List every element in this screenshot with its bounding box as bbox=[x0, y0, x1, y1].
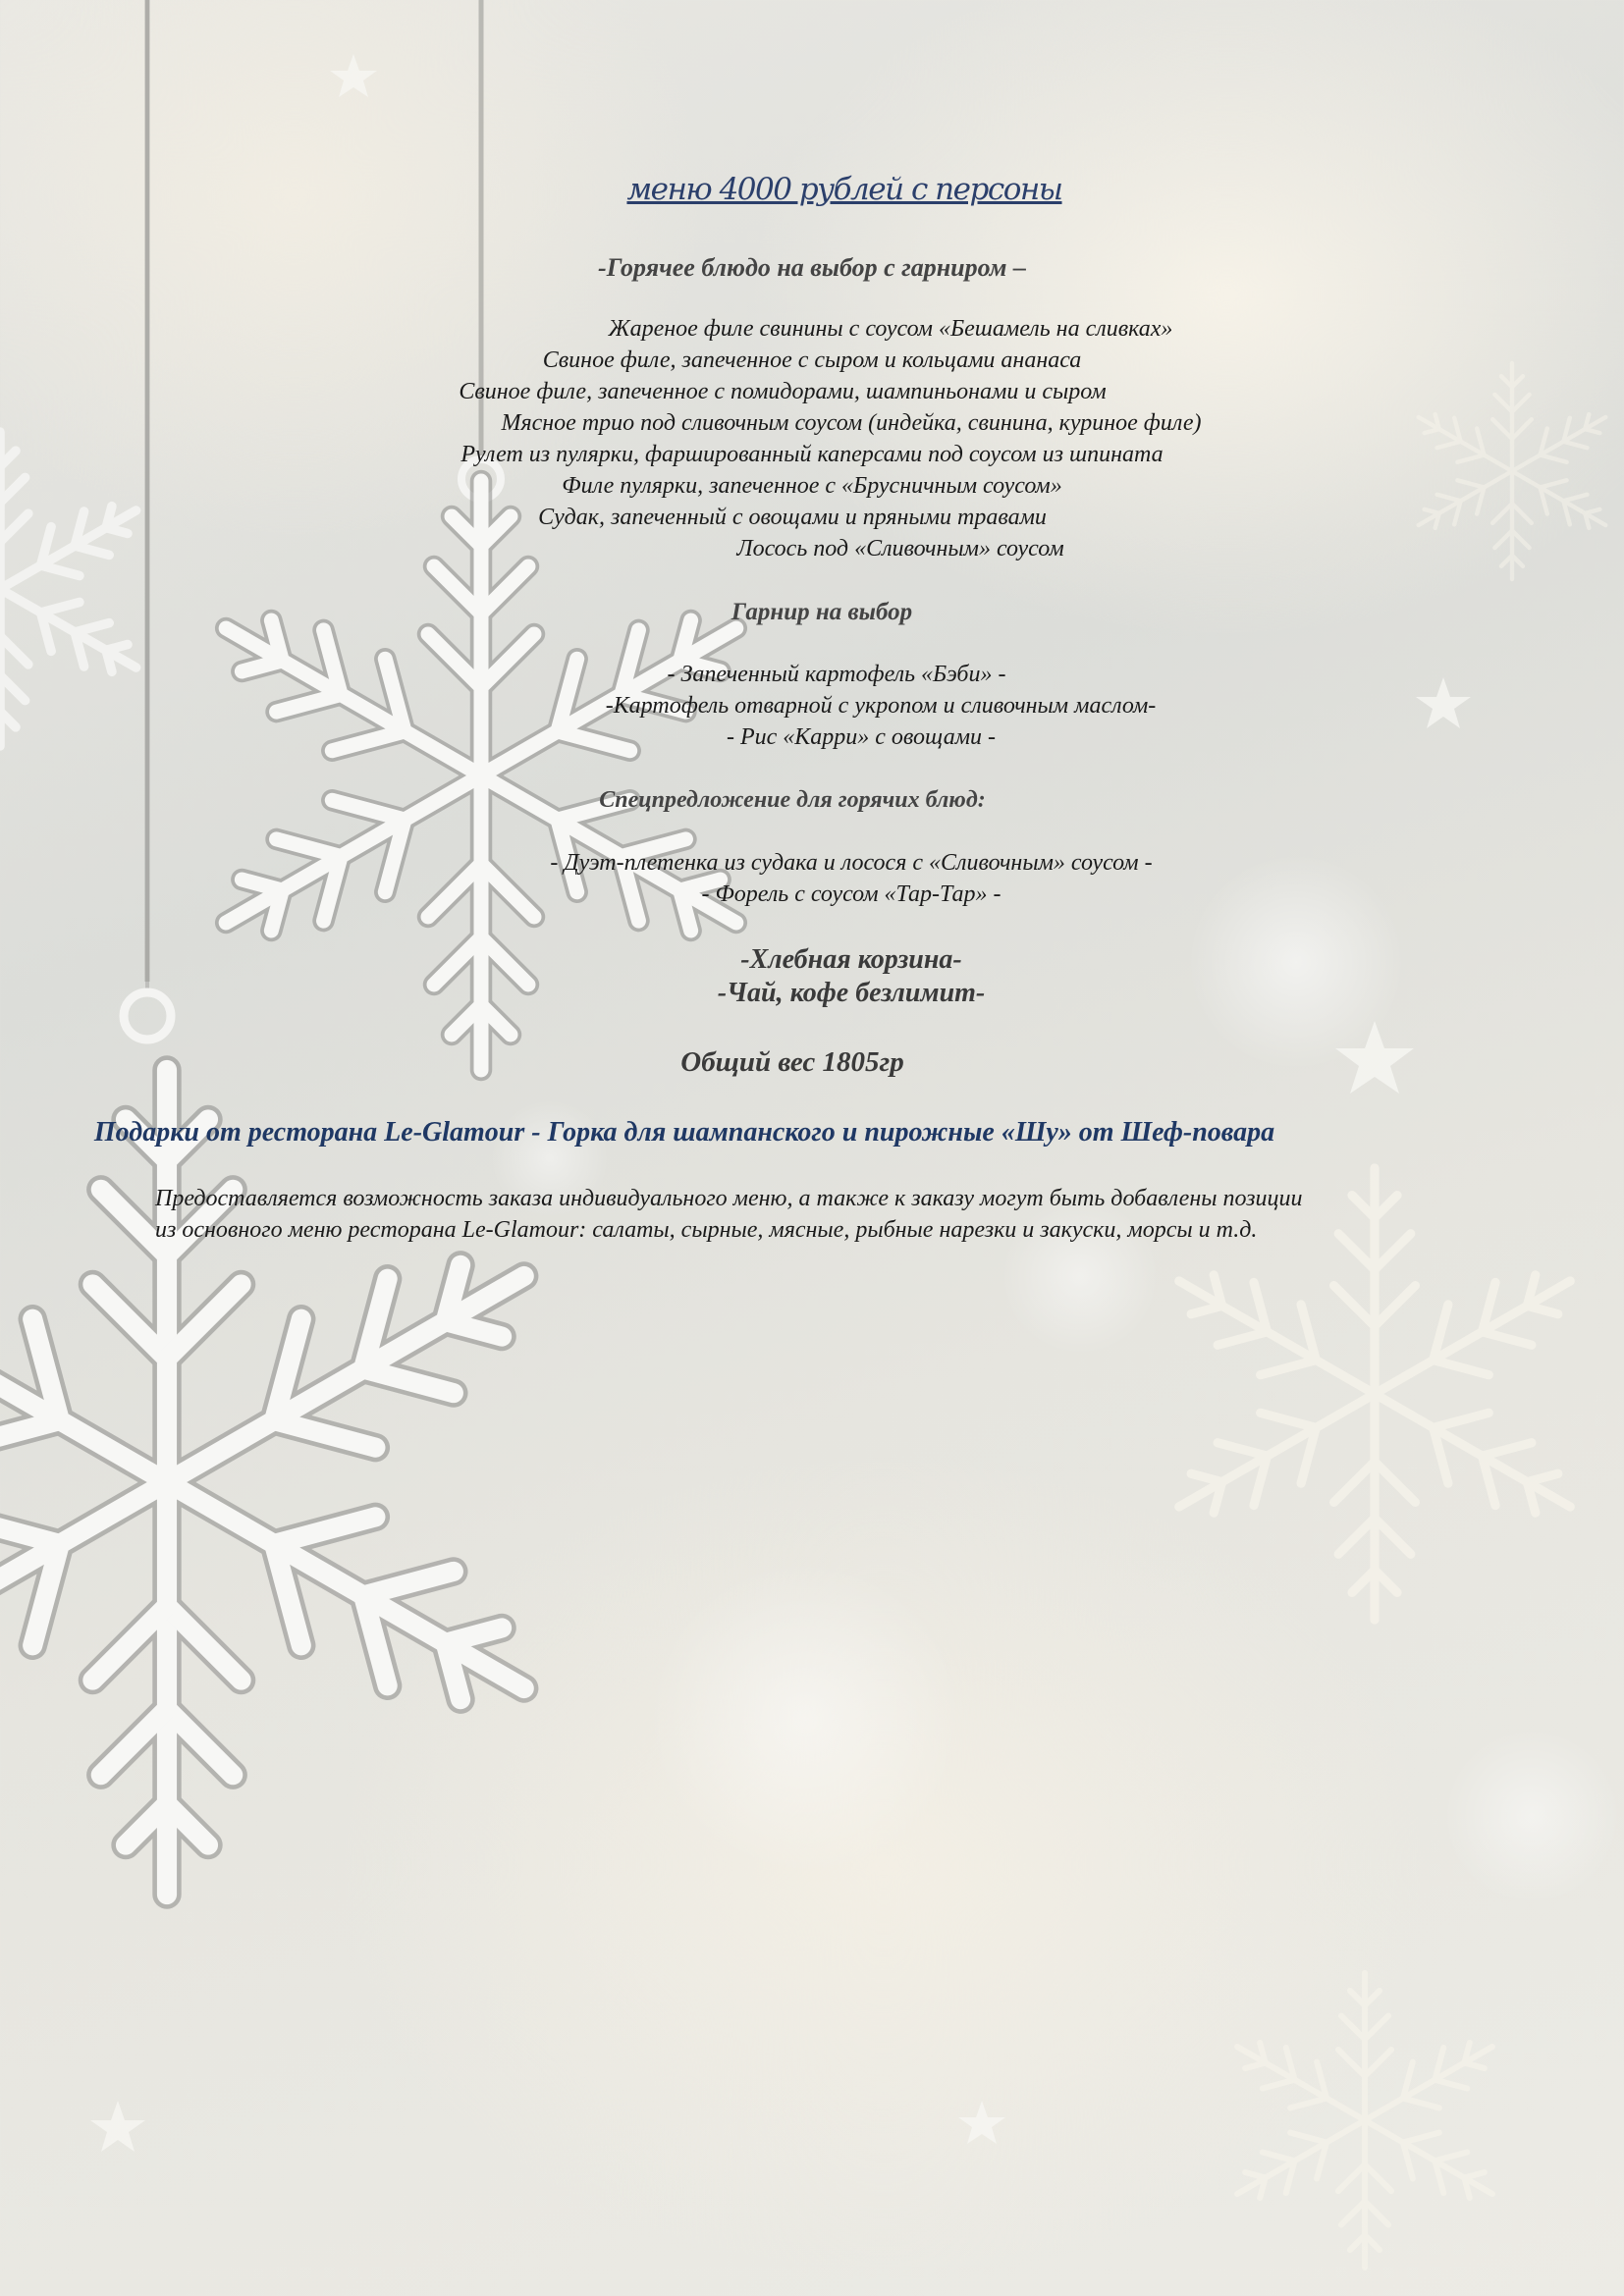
individual-menu-note bbox=[155, 1183, 1530, 1246]
bread-basket: -Хлебная корзина- bbox=[740, 944, 962, 975]
special-offer-item: - Форель с соусом «Тар-Тар» - bbox=[701, 881, 1001, 907]
hot-dish-item: Мясное трио под сливочным соусом (индейка, свинина, куриное филе) bbox=[501, 410, 1202, 436]
note-line: из основного меню ресторана Le-Glamour: салаты, сырные, мясные, рыбные нарезки и закуски, морсы и т.д. bbox=[155, 1217, 1258, 1243]
restaurant-gifts: Подарки от ресторана Le-Glamour - Горка для шампанского и пирожные «Шу» от Шеф-повара bbox=[93, 1117, 1275, 1148]
hot-dish-item: Судак, запеченный с овощами и пряными травами bbox=[538, 505, 1047, 530]
note-line: Предоставляется возможность заказа индивидуального меню, а также к заказу могут быть добавлены позиции bbox=[155, 1186, 1303, 1211]
hot-dish-item: Лосось под «Сливочным» соусом bbox=[736, 536, 1064, 561]
garnish-item: -Картофель отварной с укропом и сливочным маслом- bbox=[605, 693, 1157, 719]
special-offer-item: - Дуэт-плетенка из судака и лосося с «Сливочным» соусом - bbox=[550, 850, 1153, 876]
tea-coffee: -Чай, кофе безлимит- bbox=[717, 978, 986, 1008]
total-weight: Общий вес 1805гр bbox=[680, 1046, 904, 1078]
hot-dish-item: Свиное филе, запеченное с помидорами, шампиньонами и сыром bbox=[459, 379, 1107, 404]
garnish-heading: Гарнир на выбор bbox=[731, 599, 913, 625]
hot-dish-heading: -Горячее блюдо на выбор с гарниром – bbox=[598, 253, 1026, 282]
hot-dish-item: Филе пулярки, запеченное с «Брусничным соусом» bbox=[562, 473, 1062, 499]
hot-dish-item: Жареное филе свинины с соусом «Бешамель на сливках» bbox=[608, 316, 1173, 342]
garnish-item: - Рис «Карри» с овощами - bbox=[726, 724, 997, 750]
hot-dish-item: Свиное филе, запеченное с сыром и кольцами ананаса bbox=[542, 347, 1082, 373]
garnish-item: - Запеченный картофель «Бэби» - bbox=[667, 662, 1006, 687]
hot-dish-item: Рулет из пулярки, фаршированный каперсами под соусом из шпината bbox=[460, 442, 1164, 467]
special-offer-heading: Спецпредложение для горячих блюд: bbox=[599, 787, 986, 813]
menu-title: меню 4000 рублей с персоны bbox=[626, 172, 1062, 207]
